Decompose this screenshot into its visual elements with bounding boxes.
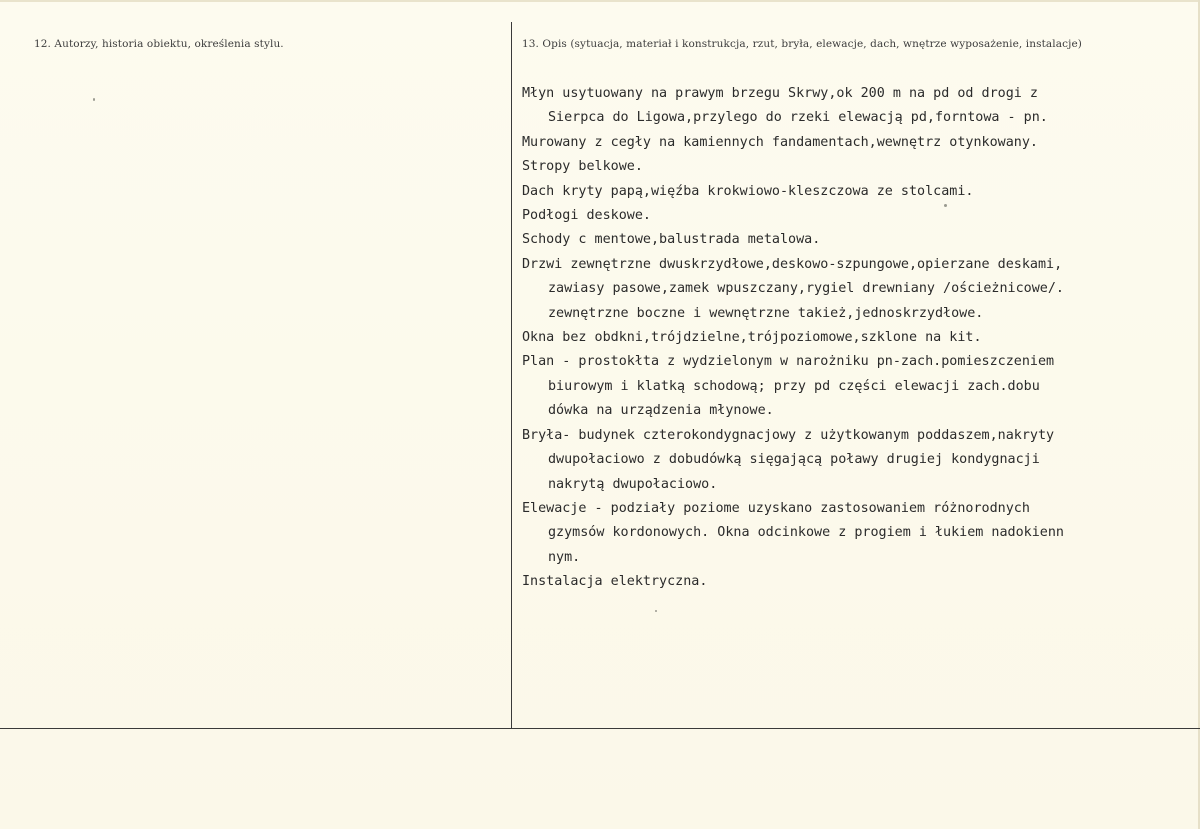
description-line: Bryła- budynek czterokondygnacjowy z użytkowanym poddaszem,nakryty [522, 427, 1055, 443]
description-paragraph [522, 253, 1192, 326]
description-line-continued: biurowym i klatką schodową; przy pd części elewacji zach.dobu [548, 378, 1040, 394]
description-line-continued: gzymsów kordonowych. Okna odcinkowe z progiem i łukiem nadokienn [548, 525, 1064, 541]
description-line: Młyn usytuowany na prawym brzegu Skrwy,ok 200 m na pd od drogi z [522, 86, 1038, 101]
description-line: Elewacje - podziały poziome uzyskano zastosowaniem różnorodnych [522, 500, 1030, 516]
description-line-continued: dówka na urządzenia młynowe. [548, 403, 774, 419]
description-line-continued: dwupołaciowo z dobudówką sięgającą poławy drugiej kondygnacji [548, 452, 1040, 468]
description-paragraph [522, 180, 1192, 204]
description-line-continued: nym. [548, 549, 581, 565]
description-paragraph [522, 204, 1192, 228]
description-paragraph [522, 350, 1192, 423]
description-paragraph [522, 155, 1192, 179]
description-line-continued: Sierpca do Ligowa,przylego do rzeki elewacją pd,forntowa - pn. [548, 110, 1048, 126]
column-divider [511, 22, 512, 728]
field-12-authors-history-style-label: 12. Autorzy, historia obiektu, określenia stylu. [34, 38, 284, 50]
description-line: Dach kryty papą,więźba krokwiowo-kleszczowa ze stolcami. [522, 183, 974, 199]
description-paragraph [522, 570, 1192, 594]
description-line: Plan - prostokłta z wydzielonym w narożniku pn-zach.pomieszczeniem [522, 354, 1055, 370]
description-line-continued: zewnętrzne boczne i wewnętrzne takież,jednoskrzydłowe. [548, 305, 984, 321]
description-line: Instalacja elektryczna. [522, 574, 708, 590]
description-line: Schody c mentowe,balustrada metalowa. [522, 232, 821, 248]
description-line-continued: nakrytą dwupołaciowo. [548, 476, 718, 492]
field-13-description-label: 13. Opis (sytuacja, materiał i konstrukcja, rzut, bryła, elewacje, dach, wnętrze wyposażenie, instalacje) [522, 38, 1082, 50]
description-line: Drzwi zewnętrzne dwuskrzydłowe,deskowo-szpungowe,opierzane deskami, [522, 256, 1063, 272]
description-paragraph [522, 131, 1192, 155]
description-paragraph [522, 82, 1192, 131]
description-paragraph [522, 228, 1192, 252]
bottom-rule [0, 728, 1200, 729]
description-text [522, 82, 1192, 595]
paper-speck [655, 610, 657, 612]
paper-speck [93, 98, 95, 101]
description-line-continued: zawiasy pasowe,zamek wpuszczany,rygiel drewniany /ościeżnicowe/. [548, 281, 1064, 297]
description-line: Okna bez obdkni,trójdzielne,trójpoziomowe,szklone na kit. [522, 330, 982, 346]
description-line: Stropy belkowe. [522, 159, 643, 175]
description-paragraph [522, 497, 1192, 570]
description-paragraph [522, 326, 1192, 350]
description-line: Murowany z cegły na kamiennych fandamentach,wewnętrz otynkowany. [522, 134, 1038, 150]
card-top-edge [0, 0, 1200, 2]
description-paragraph [522, 424, 1192, 497]
paper-speck [944, 204, 947, 207]
description-line: Podłogi deskowe. [522, 208, 651, 224]
